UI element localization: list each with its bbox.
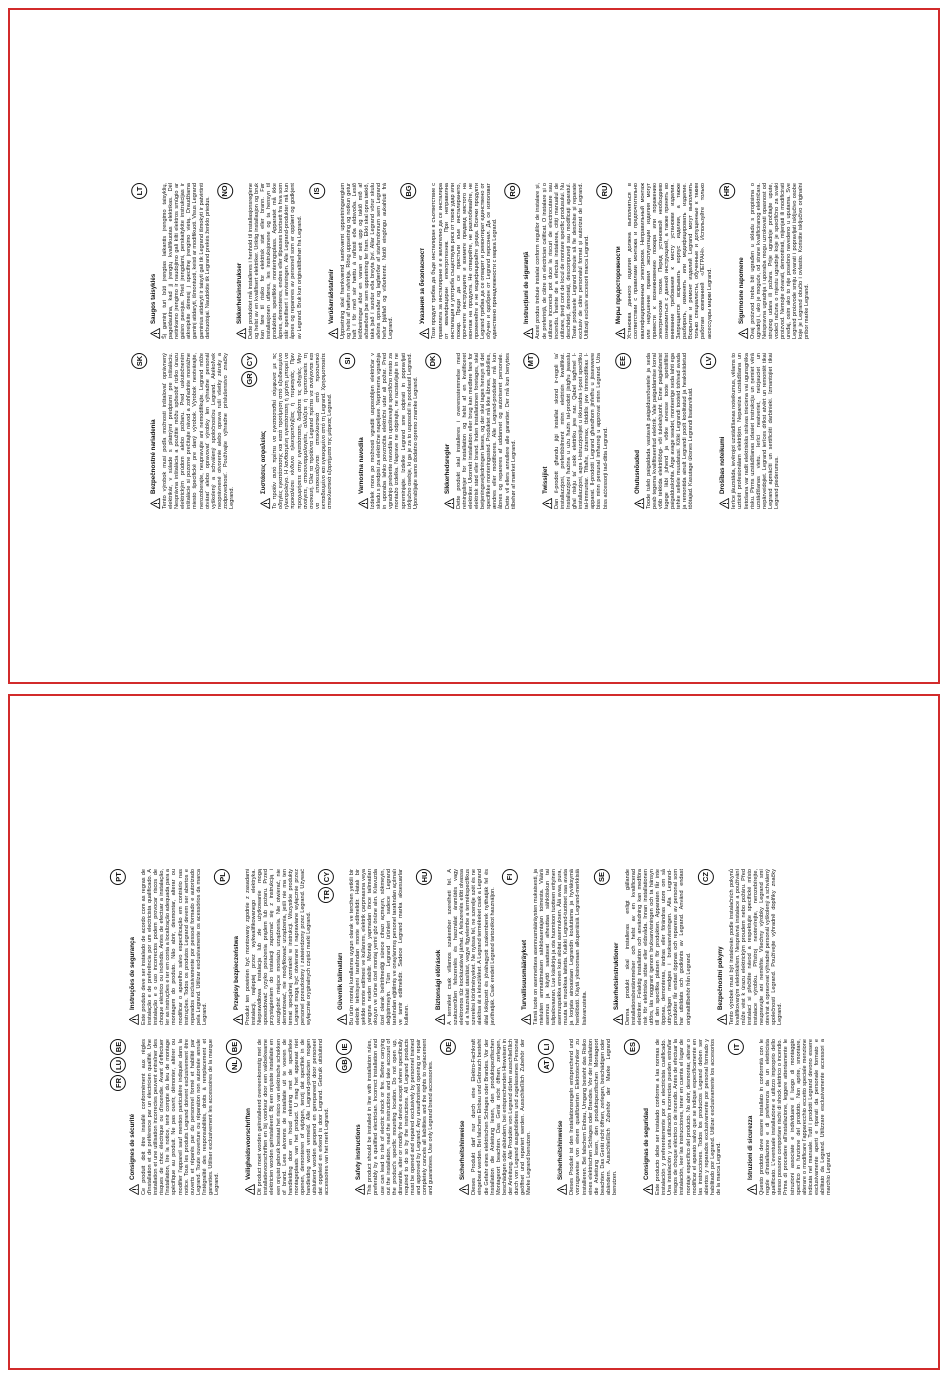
safety-section <box>110 869 208 1025</box>
country-badges <box>339 353 355 369</box>
section-title: Instrucțiuni de siguranță <box>523 251 531 324</box>
safety-section <box>538 1039 618 1195</box>
section-body: Bu ürün montaj kurallarına uygun olarak ve tercihen yetkili bir elektrik teknisyeni tarafından monte edilmelidir. Hatalı bir şekilde monte edilmesi ve kullanımı, elektrik çarpmasına veya yangına neden olabilir. Montajı yapmadan önce talimatları okuyun ve ürüne özel montaj yerini göz önüne alın. Kılavuzda özel olarak belirtilmediği sürece cihazı açmayın, sökmeyin, değiştirmeyin. Tüm Legrand ürünleri sadece Legrand tarafından eğitilmiş ve onaylanmış personel tarafından açılmalı ve tamir edilmelidir. Sadece Legrand marka aksesuarlar kullanın. <box>348 867 410 1025</box>
section-title: Instruções de segurança <box>128 937 136 1010</box>
country-code-badge: DK <box>425 353 441 369</box>
country-badges <box>131 183 147 199</box>
title-row <box>236 183 246 339</box>
section-body: Dieses Produkt darf nur durch eine Elektro-Fachkraft eingebaut werden. Bei falschem Einbau und Gebrauch besteht die Gefahr eines elektrischen Schlages oder Brandes. Vor der Installation die Anleitung lesen, den produktspezifischen Montageort beachten. Das Gerät nicht öffnen, zerlegen, beschädigen oder abändern, bei entsprechenden Hinweisen in der Anleitung. Alle Produkte von Legrand dürfen ausschließlich durch von Legrand ausgebildetes und zugelassenes Personal geöffnet und repariert werden. Ausschließlich Zubehör der Marke Legrand benutzen. <box>471 1037 533 1195</box>
warning-icon <box>245 1184 255 1195</box>
instruction-sheet-bottom <box>8 694 940 1370</box>
country-code-badge: IT <box>728 1039 744 1055</box>
country-badges <box>318 869 334 903</box>
country-code-badge: ES <box>624 1039 640 1055</box>
country-badges <box>110 869 126 885</box>
section-title: Sigurnosne napomene <box>737 257 745 324</box>
warning-icon <box>542 498 552 509</box>
section-header <box>615 353 631 509</box>
section-title: Güvenlik talimatları <box>336 952 344 1010</box>
warning-icon <box>328 328 338 339</box>
section-title: Consignas de seguridad <box>642 1108 650 1180</box>
country-badges <box>425 353 441 369</box>
country-badges <box>615 353 631 369</box>
safety-section <box>597 183 713 339</box>
section-body: Dieses Produkt ist den Installationsregeln entsprechend und vorzugsweise von einem qualifizierten Elektrotechniker zu installieren. Bei falschem Einbau, Umgang besteht das Risiko eines elektrischen Schlages oder Brandes. Vor der Installation die Anleitung lesen, den produktspezifischen Montageort beachten. Das Gerät nicht öffnen, zerlegen, beschädigen oder abändern. Ausschließlich Zubehör der Marke Legrand benutzen. <box>569 1037 618 1195</box>
safety-section <box>624 1039 722 1195</box>
warning-icon <box>420 328 430 339</box>
section-body: Ovaj proizvod treba biti ugrađen u skladu s propisima o ugradnji i, ako je moguće, od strane kvalificiranog električara. Neispravna ugradnja i uporaba mogu uzrokovati opasnost od strujnog udara ili požara. Prije ugradnje pročitajte upute, vodeći računa o mjestu ugradnje koje je specifično za svaki proizvod. Nemojte otvarati, demontirati, mijenjati ili modificirati uređaj, osim ako to nije posebno navedeno u uputama. Sve Legrand proizvode smiju otvarati i popravljati isključivo osobe koje je Legrand obučio i ovlastio. Koristite isključivo originalni pribor marke Legrand. <box>749 181 811 339</box>
country-code-badge: RU <box>597 183 613 199</box>
country-code-badge: BG <box>401 183 417 199</box>
country-badges <box>226 1039 242 1073</box>
safety-section <box>110 1039 220 1195</box>
country-badges <box>440 1039 456 1055</box>
safety-section <box>336 1039 434 1195</box>
section-title: Przepisy bezpieczeństwa <box>232 936 240 1010</box>
title-row <box>616 183 626 339</box>
country-code-badge: PT <box>110 869 126 885</box>
section-body: Produkt ten powinien być montowany zgodnie z zasadami instalacji, najlepiej przez wykwalifikowanego elektryka. Nieprawidłowa instalacja lub złe użytkowanie mogą spowodować ryzyko porażenia prądem lub pożaru. Przed przystąpieniem do instalacji zapoznać się z instrukcją i uwzględnić miejsce montażu urządzenia. Nie otwierać, nie demontować, nie modyfikować urządzenia, jeśli nie ma ten temat specjalnej wzmianki w instrukcji. Wszystkie produkty Legrand mogą być otwierane i naprawiane wyłącznie przez personel przeszkolony i zatwierdzony przez Legrand. Używać wyłącznie oryginalnych części marki Legrand. <box>244 867 312 1025</box>
title-row <box>328 183 338 339</box>
warning-icon <box>358 498 368 509</box>
safety-section <box>505 183 591 339</box>
section-body: Установка данного изделия должна выполняться в соответствии с правилами монтажа и предпочтительно квалифицированным электриком. Неправильный монтаж или нарушение правил эксплуатации изделия могут привести к возникновению пожара или поражению электрическим током. Перед установкой необходимо ознакомиться с данной инструкцией, а также принять во внимание требования к месту установки изделия. Запрещается вскрывать корпус изделия, а также разбирать, изменять или модифицировать изделие. Вскрытие и ремонт изделий Legrand могут выполнять только специалисты, обученные и допущенные к таким работам компанией «ЛЕГРАН». Используйте только аксессуары марки Legrand. <box>627 181 713 339</box>
section-header <box>339 353 355 509</box>
country-code-badge: MT <box>523 353 539 369</box>
warning-icon <box>459 1184 469 1195</box>
country-code-badge: DE <box>440 1039 456 1055</box>
rotated-content <box>131 183 817 509</box>
section-header <box>538 1039 554 1195</box>
section-body: Toode tuleb paigaldada vastavalt paigaldusnõuetele ja seda peab tegema kvalifitseeritud elektrik. Vale paigaldamise korral võib tekkida elektrilöögi- või tulekahjuoht. Enne paigaldamist lugege läbi juhend ja võtke arvesse toote spetsiifilist paigalduskohta. Ärge avage seadet, monteerige seda lahti ega tehke sellele muudatusi. Kõiki Legrandi tooteid tohivad avada ja remontida ainult Legrandi poolt koolitatud ja heakskiidetud töötajad. Kasutage üksnes Legrandi lisatarvikuid. <box>645 351 695 509</box>
title-row <box>435 869 445 1025</box>
section-body: Dit product moet worden geïnstalleerd overeenkomstig met de installatievoorschriften en bij voorkeur door een vakbekwame elektricien worden geïnstalleerd. Bij een onjuiste installatie en een onjuist gebruik bestaat het risico van elektrische schokken of brand. Lees alvorens de installatie uit te voeren de handleiding door en houd rekening met de specifieke montageplaats van het product. U mag het apparaat niet openen, demonteren of wijzigen, tenzij dat specifiek in de handleiding wordt vermeld. Alle Legrand-producten mogen uitsluitend worden geopend en gerepareerd door personeel dat opgeleid en erkend is door Legrand. Gebruik uitsluitend accessoires van het merk Legrand. <box>257 1037 331 1195</box>
country-badges <box>538 1039 554 1073</box>
warning-icon <box>643 1184 653 1195</box>
section-title: Sikkerhetsinstrukser <box>235 262 243 324</box>
country-badges <box>110 1039 126 1091</box>
title-row <box>260 353 270 509</box>
warning-icon <box>233 1014 243 1025</box>
section-title: Ohutusnõuded <box>633 450 641 494</box>
warning-icon <box>557 1184 567 1195</box>
text-columns <box>131 183 817 509</box>
section-header <box>110 1039 126 1195</box>
safety-section <box>131 183 211 339</box>
country-code-badge: SK <box>131 353 147 369</box>
section-header <box>593 869 609 1025</box>
country-badges <box>217 183 233 199</box>
rotated-content <box>110 869 838 1195</box>
warning-icon <box>634 498 644 509</box>
title-row <box>720 353 730 509</box>
section-body: Το προϊόν αυτό πρέπει να εγκατασταθεί σύμφωνα με τις οδηγίες εγκατάστασης και κατά προτίμηση από εξειδικευμένο ηλεκτρολόγο. Η λανθασμένη εγκατάσταση ή χρήση μπορεί να προκαλέσει κίνδυνο ηλεκτροπληξίας ή πυρκαγιάς. Πριν προχωρήσετε στην εγκατάσταση, διαβάστε τις οδηγίες. Μην ανοίγετε, αποσυναρμολογείτε, αλλάζετε ή τροποποιείτε τη συσκευή. Όλα τα προϊόντα Legrand πρέπει να ανοίγονται και να επισκευάζονται αποκλειστικά από προσωπικό εκπαιδευμένο και εγκεκριμένο από τη Legrand. Χρησιμοποιείτε αποκλειστικά εξαρτήματα της μάρκας Legrand. <box>272 351 334 509</box>
warning-icon <box>355 1184 365 1195</box>
text-column <box>110 869 838 1025</box>
safety-section <box>728 1039 832 1195</box>
section-body: Ce produit doit être installé conformément aux règles d'installation et de préférence par un électricien qualifié. Une installation et une utilisation incorrectes peuvent entraîner des risques de choc électrique ou d'incendie. Avant d'effectuer l'installation, lire la notice, tenir compte du lieu de montage spécifique au produit. Ne pas ouvrir, démonter, altérer ou modifier l'appareil sauf mention particulière indiquée dans la notice. Tous les produits Legrand doivent exclusivement être ouverts et réparés par du personnel formé et habilité par Legrand. Toute ouverture ou réparation non autorisée annule l'intégralité des responsabilités, droits à remplacement et garanties. Utiliser exclusivement les accessoires de la marque Legrand. <box>140 1037 221 1195</box>
safety-section <box>425 353 517 509</box>
section-header <box>440 1039 456 1195</box>
title-row <box>355 1039 365 1195</box>
section-header <box>728 1039 744 1195</box>
country-badges <box>597 183 613 199</box>
section-title: Veiligheidsvoorschriften <box>245 1108 253 1180</box>
section-header <box>226 1039 242 1195</box>
section-body: Ierīce jāuzstāda, ievērojot uzstādīšanas noteikumus, vēlams to uzticēt profesionālam elektriķim. Nepareiza uzstādīšana un lietošana var radīt elektriskās strāvas trieciena vai ugunsgrēka risku. Pirms uzstādīšanas izlasiet instrukciju un ņemiet vērā uzstādīšanas vietu. Ierīci neatveriet, neizjauciet un nepārveidojiet. Legrand ierīces drīkst atvērt un remontēt tikai Legrand apmācīti un sertificēti darbinieki. Izmantojiet tikai Legrand piederumus. <box>731 351 781 509</box>
warning-icon <box>129 1014 139 1025</box>
country-badges <box>214 869 230 885</box>
country-badges <box>416 869 432 885</box>
section-header <box>523 353 539 509</box>
section-header <box>505 183 521 339</box>
warning-icon <box>612 1014 622 1025</box>
country-code-badge: AT <box>538 1057 554 1073</box>
section-header <box>309 183 325 339</box>
safety-section <box>615 353 695 509</box>
title-row <box>521 869 531 1025</box>
title-row <box>643 1039 653 1195</box>
warning-icon <box>444 498 454 509</box>
country-code-badge: HU <box>416 869 432 885</box>
country-code-badge: GR <box>241 371 257 387</box>
country-code-badge: LU <box>110 1057 126 1073</box>
warning-icon <box>260 498 270 509</box>
section-header <box>214 869 230 1025</box>
title-row <box>245 1039 255 1195</box>
country-badges <box>336 1039 352 1073</box>
warning-icon <box>616 328 626 339</box>
country-code-badge: IE <box>336 1039 352 1055</box>
safety-section <box>719 183 811 339</box>
section-header <box>624 1039 640 1195</box>
country-code-badge: LV <box>701 353 717 369</box>
safety-section <box>401 183 499 339</box>
text-column <box>131 353 817 509</box>
country-badges <box>728 1039 744 1055</box>
section-title: Меры предосторожности <box>615 246 623 324</box>
section-header <box>336 1039 352 1195</box>
section-header <box>217 183 233 339</box>
country-code-badge: BE <box>110 1039 126 1055</box>
country-code-badge: CY <box>318 869 334 885</box>
text-column <box>110 1039 838 1195</box>
section-title: Turvallisuusmääräykset <box>520 939 528 1010</box>
section-body: Tämä tuote on asennettava asennusmääräysten mukaisesti, ja mieluiten ammattimaisen sähköasentajan toimesta. Väärä asennus ja käyttö saattavat aiheuttaa sähköiskun tai tulipalovaaran. Lue käsikirja ja ota huomioon tuotteen erityinen asennuspaikka ennen kuin aloitat asennuksen. Älä avaa, pura, muuta tai muokkaa laitetta. Kaikki Legrand-tuotteet saa avata ja korjata ainoastaan Legrandin kouluttama ja hyväksymä henkilöstö. Käytä yksinomaan alkuperäisiä Legrand-merkkisiä lisävarusteita. <box>532 867 588 1025</box>
title-row <box>459 1039 469 1195</box>
country-badges <box>624 1039 640 1055</box>
title-row <box>129 1039 139 1195</box>
section-title: Varúðarráðstafanir <box>327 268 335 324</box>
section-body: Dette produktet må installeres i henhold til installasjonsreglene og helst av en kvalifisert elektriker. Uriktig installasjon og bruk kan føre til risiko for elektrisk støt eller brann. Før installasjonen utføres, les instruksjonene og ta hensyn til produktets spesifikke monteringsplass. Apparatet må ikke åpnes, demonteres, endres eller tilpasses bortsett fra hva som står spesifisert i anvisningen. Alle Legrand-produkter må kun åpnes og repareres av personell som er opplært og godkjent av Legrand. Bruk kun originaltilbehør fra Legrand. <box>247 181 303 339</box>
country-code-badge: SI <box>339 353 355 369</box>
section-body: Uppsetning skal framkvæmd samkvæmt uppsetningareglum og helst af hæfum rafvirkja. Röng uppsetning og notkun getur haft í för með sér hættu á raflosti eða eldsvoða. Lesið leiðbeiningar áður en vanan er sett upp og takið mið af aðstæðum þar sem uppsetning fer fram. Ekki skal opna tækið, taka það í sundur eða breyta því. Allar Legrand vörur skulu aðeins opnaðar og lagfærðar af starfsmönnum sem Legrand hefur þjálfað og viðurkennt. Notið eingöngu aukahluti frá Legrand. <box>339 181 395 339</box>
section-title: Drošības noteikumi <box>719 436 727 494</box>
country-code-badge: IS <box>309 183 325 199</box>
safety-section <box>701 353 781 509</box>
section-body: Tento výrobok musí podľa možnosti inštalovať oprávnený elektrikár, v súlade s platnými predpismi pre inštaláciu. Nesprávna inštalácia a použitie môžu spôsobiť riziko úrazu elektrickým prúdom alebo požiaru. Pred uskutočnením inštalácie si pozorne prečítajte návod a zohľadnite montážne miesto špecifické pre daný výrobok. Výrobok neotvárajte, nerozoberajte, neupravujte ani nemodifikujte. Legrand môže otvárať alebo opravovať výrobky len výhradne personál vyškolený a schválený spoločnosťou Legrand. Akékoľvek neoprávnené otvorenie alebo oprava ruší všetky záruky a zodpovednosť. Používajte výhradne príslušenstvo značky Legrand. <box>162 351 236 509</box>
country-code-badge: FR <box>110 1075 126 1091</box>
section-body: Šį gaminį turi būti įrengtas laikantis įrengimo taisyklių, pageidautina, kad jį įrengtų kvalifikuotas elektrikas. Dėl netinkamo įrengimo ir naudojimo gali kilti elektros smūgio ar gaisro pavojus. Prieš įrengdami, perskaitykite instrukcijas ir atkreipkite dėmesį į specifinę įrengimo vietą. Draudžiama gaminį atidaryti, išmontuoti, keisti ar modifikuoti. Visus Legrand gaminius atidaryti ir taisyti gali tik Legrand išmokyti ir patvirtinti darbuotojai. Naudokite tik Legrand prekės ženklo priedus. <box>162 181 211 339</box>
section-body: Acest produs trebuie instalat conform regulilor de instalare și, de preferință, de către un electrician calificat. O instalare și o utilizare incorecte pot duce la riscuri de electrocutare sau incendiu. Înainte de a efectua instalarea, citiți manualul de utilizare, țineți cont de locul de montare specific produsului. Nu deschideți, demontați, descompuneți sau modificați aparatul. Toate produsele Legrand trebuie să fie deschise și reparate exclusiv de către personalul format și autorizat de Legrand. Utilizați exclusiv accesorii marca Legrand. <box>535 181 591 339</box>
country-badges <box>502 869 518 885</box>
safety-section <box>241 353 333 509</box>
safety-section <box>226 1039 330 1195</box>
country-badges <box>241 353 257 387</box>
section-header <box>425 353 441 509</box>
section-title: Sicherheitshinweise <box>459 1120 467 1180</box>
text-columns <box>110 869 838 1195</box>
safety-section <box>131 353 235 509</box>
title-row <box>444 353 454 509</box>
country-badges <box>719 183 735 199</box>
section-body: A terméket csak villamos szakember szerelheti fel. A szakszerűtlen felszerelés és használat áramütés vagy elektromos tűz kockázatával járhat. A felszerelés előtt olvassa el a használati utasítást, vegye figyelembe a termékspecifikus szerelési körülményeket. Ne nyissa fel, ne szerelje szét és ne alakítsa át a készüléket. A Legrand termékeket csak a Legrand által kiképzett és jóváhagyott szakemberek nyithatják fel és javíthatják. Csak eredeti Legrand tartozékot használjon. <box>446 867 496 1025</box>
title-row <box>747 1039 757 1195</box>
section-body: This product should be installed in line with installation rules, preferably by a qualified electrician. Incorrect installation and use can lead to risk of electric shock or fire. Before carrying out the installation, read the instructions and take account of the product's specific mounting location. Do not open up, dismantle, alter or modify the device except where specifically required to do so by the instructions. All Legrand products must be opened and repaired exclusively by personnel trained and approved by Legrand. Any unauthorised opening or repair completely cancels all liabilities and the rights to replacement and guarantees. Use only Legrand brand accessories. <box>367 1037 435 1195</box>
title-row <box>337 869 347 1025</box>
country-code-badge: NO <box>217 183 233 199</box>
section-header <box>241 353 257 509</box>
warning-icon <box>521 1014 531 1025</box>
country-code-badge: EE <box>615 353 631 369</box>
country-code-badge: PL <box>214 869 230 885</box>
warning-icon <box>717 1014 727 1025</box>
section-header <box>318 869 334 1025</box>
section-body: Questo prodotto deve essere installato in conformità con le regole d'installazione e di preferenza da un elettricista qualificato. L'eventuale installazione e utilizzo improprio dello stesso possono comportare rischi di shock elettrico o incendio. Prima di procedere all'installazione, leggere attentamente le istruzioni associate e individuare il luogo di montaggio specifico in funzione del prodotto. Non aprire, smontare, alterare o modificare l'apparecchio eccetto speciale menzione indicata nel manuale. Tutti i prodotti Legrand devono essere esclusivamente aperti e riparati da personale formato e abilitato da Legrand. Utilizzare esclusivamente accessori a marchio Legrand. <box>758 1037 833 1195</box>
country-code-badge: NL <box>226 1057 242 1073</box>
section-body: Този продукт трябва да бъде инсталиран в съответствие с правилата за инсталиране и е желателно да се инсталира от квалифициран електротехник. При неправилна инсталация и употреба съществува риск от токов удар или пожар. Преди да се пристъпи към инсталирането, прочетете инструкциите и вземете предвид мястото на монтаж на продукта. Не отваряйте, не разглобявайте, не променяйте и не модифицирайте уреда. Всички продукти Legrand трябва да се отварят и ремонтират единствено от обучен и одобрен от Legrand персонал. Да се използват единствено принадлежности с марка Legrand. <box>431 181 499 339</box>
section-header <box>131 353 147 509</box>
section-body: Este producto debe ser instalado conforme a las normas de instalación y preferentemente por un electricista cualificado. Una instalación y una utilización incorrectas pueden entrañar riesgos de choque eléctrico o de incendio. Antes de efectuar la instalación, leer las instrucciones, tener en cuenta el lugar de montaje específico del producto. No abrir, desmontar, alterar o modificar el aparato salvo que se indique específicamente en las instrucciones. Todos los productos Legrand deben ser abiertos y reparados exclusivamente por personal formado y habilitado por Legrand. Utilizar exclusivamente los accesorios de la marca Legrand. <box>654 1037 722 1195</box>
section-title: Bezpečnostné nariadenia <box>150 419 158 494</box>
country-badges <box>593 869 609 885</box>
country-code-badge: GB <box>336 1057 352 1073</box>
warning-icon <box>236 328 246 339</box>
section-body: Tento výrobek musí být instalován podle instalačních pokynů kvalifikovaným elektrikářem. Nesprávná instalace a používání může vést k úrazu elektrickým proudem nebo požáru. Před instalací si přečtěte návod a respektujte specifické místo instalace výrobku. Přístroj neotevírejte, nerozebírejte, neupravujte ani neměňte. Všechny výrobky Legrand smí otevírat a opravovat výhradně personál vyškolený a schválený společností Legrand. Používejte výhradně doplňky značky Legrand. <box>728 867 784 1025</box>
safety-section <box>593 869 691 1025</box>
title-row <box>420 183 430 339</box>
title-row <box>738 183 748 339</box>
title-row <box>612 869 622 1025</box>
section-title: Biztonsági előírások <box>434 949 442 1010</box>
safety-section <box>214 869 312 1025</box>
section-body: Dan il-prodott għandu jiġi installat skond ir-regoli ta' installazzjoni, preferibbilment minn elettrixin kwalifikat. Installazzjoni ħażina u użu ħażin tal-prodott jistgħu jwasslu għal riskju ta' xokk elettriku jew nar. Qabel tagħmel l-installazzjoni, aqra l-istruzzjonijiet u ikkunsidra l-post speċifiku tal-immuntar. Tiftaħx, iżżarmax, tbiddilx jew timmodifikax l-apparat. Il-prodotti Legrand għandhom jinfetħu u jissewwew biss minn persunal imħarreġ u approvat minn Legrand. Uża biss aċċessorji tad-ditta Legrand. <box>553 351 609 509</box>
country-code-badge: RO <box>505 183 521 199</box>
country-badges <box>698 869 714 885</box>
title-row <box>717 869 727 1025</box>
section-title: Säkerhetsinstruktioner <box>612 942 620 1010</box>
safety-section <box>339 353 419 509</box>
section-header <box>701 353 717 509</box>
safety-section <box>502 869 588 1025</box>
title-row <box>150 353 160 509</box>
section-header <box>597 183 613 339</box>
country-code-badge: LT <box>131 183 147 199</box>
section-title: Sikkerhedsregler <box>444 443 452 494</box>
section-title: Bezpečnostní pokyny <box>716 946 724 1010</box>
warning-icon <box>129 1184 139 1195</box>
text-column <box>131 183 817 339</box>
country-code-badge: LI <box>538 1039 554 1055</box>
section-title: Istruzioni di sicurezza <box>746 1115 754 1180</box>
title-row <box>233 869 243 1025</box>
section-body: Dette produkt skal installeres i overensstemmelse med retningslinjer for installation og helst af en kvalificeret elektriker. Ukorrekt installation eller brug kan medføre fare for elektrisk stød eller brand. Inden installationen foretages, skal betjeningsvejledningen læses, og der skal tages hensyn til det specifikke monteringssted. Produktet må ikke åbnes, adskilles, ændres eller modificeres. Alle Legrand-produkter må kun åbnes og repareres af uddannet og autoriseret personale. Dette vil ellers annullere alle garantier. Der må kun benyttes tilbehør af mærket Legrand. <box>456 351 517 509</box>
section-header <box>110 869 126 1025</box>
title-row <box>542 353 552 509</box>
country-code-badge: CY <box>241 353 257 369</box>
section-header <box>698 869 714 1025</box>
title-row <box>129 869 139 1025</box>
section-title: Twissijiet <box>541 466 549 494</box>
safety-section <box>217 183 303 339</box>
country-code-badge: BE <box>226 1039 242 1055</box>
warning-icon <box>337 1014 347 1025</box>
country-badges <box>701 353 717 369</box>
country-code-badge: HR <box>719 183 735 199</box>
country-code-badge: TR <box>318 887 334 903</box>
country-code-badge: CZ <box>698 869 714 885</box>
safety-section <box>698 869 784 1025</box>
country-badges <box>309 183 325 199</box>
section-header <box>719 183 735 339</box>
country-badges <box>401 183 417 199</box>
safety-section <box>318 869 410 1025</box>
warning-icon <box>738 328 748 339</box>
country-code-badge: SE <box>593 869 609 885</box>
title-row <box>634 353 644 509</box>
warning-icon <box>150 328 160 339</box>
country-badges <box>523 353 539 369</box>
warning-icon <box>524 328 534 339</box>
title-row <box>557 1039 567 1195</box>
section-title: Varnostna navodila <box>358 437 366 494</box>
country-code-badge: FI <box>502 869 518 885</box>
section-title: Sicherheitshinweise <box>557 1120 565 1180</box>
title-row <box>358 353 368 509</box>
section-title: Указания за безопасност <box>419 247 427 324</box>
safety-section <box>309 183 395 339</box>
section-body: Izdelek mora po možnosti vgraditi usposobljen električar v skladu s predpisi za električne napeljave. Neprimerna vgradnja in uporaba lahko povzročita električni udar ali požar. Pred vgradnjo preberite navodila in upoštevajte specifično mesto za montažo izdelka. Naprave ne odpirajte, ne razstavljajte in ne spreminjajte. Izdelke Legrand sme odpirati in popravljati izključno osebje, ki ga je za to usposobil in pooblastil Legrand. Uporabljajte samo dodatno opremo znamke Legrand. <box>370 351 419 509</box>
section-header <box>401 183 417 339</box>
country-badges <box>131 353 147 369</box>
safety-section <box>416 869 496 1025</box>
section-header <box>416 869 432 1025</box>
section-title: Safety instructions <box>355 1124 363 1180</box>
safety-section <box>440 1039 532 1195</box>
section-title: Saugos taisyklės <box>150 273 158 324</box>
section-title: Συστάσεις ασφαλείας <box>260 430 268 494</box>
warning-icon <box>720 498 730 509</box>
section-header <box>131 183 147 339</box>
section-body: Este produto deve ser instalado de acordo com as regras de instalação e de preferência por um electricista qualificado. A instalação e o uso incorrectos podem provocar riscos de choque eléctrico ou incêndio. Antes de efectuar a instalação, ler as instruções e ter em conta a localização adequada para a montagem do produto. Não abrir, desmontar, alterar ou modificar o aparelho salvo especificação em contrário nas instruções. Todos os produtos Legrand devem ser abertos e reparados exclusivamente por pessoal formado e autorizado pela Legrand. Utilizar exclusivamente os acessórios da marca Legrand. <box>140 867 208 1025</box>
warning-icon <box>150 498 160 509</box>
section-body: Denna produkt skal installeras enligt gällande installationsbestämmelser och helst av en kvalificerad elektriker. Felaktig installation och användning kan medföra risk för elektriska stötar eller eldsvåda. Innan installationen utförs, läs noggrant igenom bruksanvisningen och ta hänsyn till den specifika platsen för produkten. Apparaten får inte öppnas, demonteras, ändras eller förändras utom om så uttryckligen medges i bruksanvisningen. Alla Legrand-produkter får endast öppnas och repareras av personal som har utbildats och godkänts av Legrand. Använd endast originaltillbehör från Legrand. <box>624 867 692 1025</box>
title-row <box>524 183 534 339</box>
warning-icon <box>747 1184 757 1195</box>
section-title: Consignes de sécurité <box>128 1113 136 1180</box>
instruction-sheet-top <box>8 8 940 684</box>
section-header <box>502 869 518 1025</box>
title-row <box>150 183 160 339</box>
country-badges <box>505 183 521 199</box>
safety-section <box>523 353 609 509</box>
warning-icon <box>435 1014 445 1025</box>
